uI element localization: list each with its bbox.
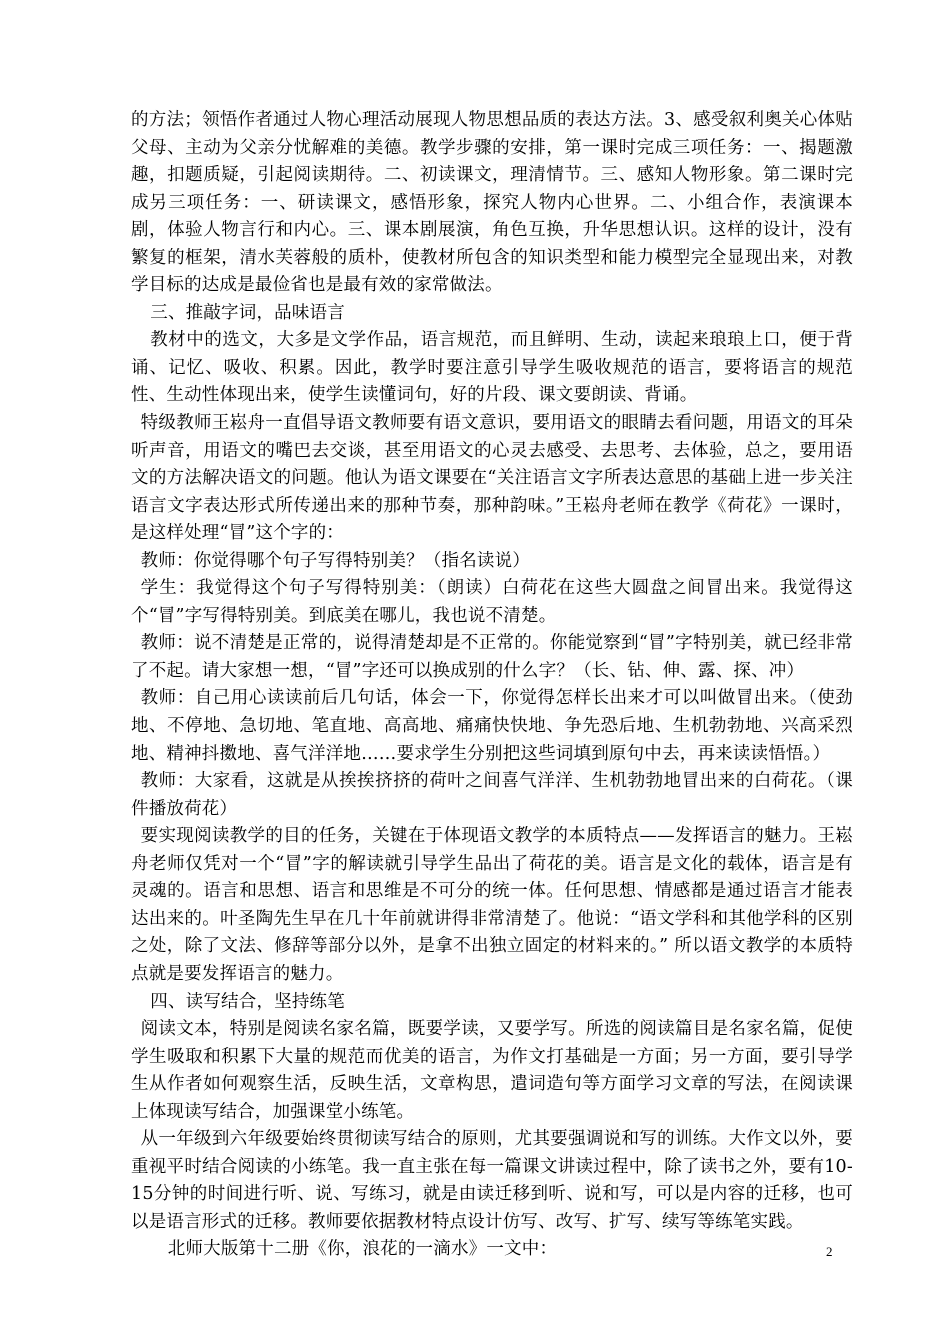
- section-heading: 三、推敲字词，品味语言: [150, 302, 345, 323]
- document-body: [131, 107, 853, 1264]
- dialogue-line: 教师：自己用心读读前后几句话，体会一下，你觉得怎样长出来才可以叫做冒出来。（使劲地、不停地、急切地、笔直地、高高地、痛痛快快地、争先恐后地、生机勃勃地、兴高采烈地、精神抖擞地、喜气洋洋地……要求学生分别把这些词填到原句中去，再来读读悟悟。）: [131, 688, 853, 764]
- dialogue-line: 学生：我觉得这个句子写得特别美：（朗读）白荷花在这些大圆盘之间冒出来。我觉得这个“冒”字写得特别美。到底美在哪儿，我也说不清楚。: [131, 578, 853, 626]
- dialogue-line: 教师：说不清楚是正常的，说得清楚却是不正常的。你能觉察到“冒”字特别美，就已经非常了不起。请大家想一想，“冒”字还可以换成别的什么字？（长、钻、伸、露、探、冲）: [131, 633, 853, 681]
- paragraph: 要实现阅读教学的目的任务，关键在于体现语文教学的本质特点——发挥语言的魅力。王崧舟老师仅凭对一个“冒”字的解读就引导学生品出了荷花的美。语言是文化的载体，语言是有灵魂的。语言和思想、语言和思维是不可分的统一体。任何思想、情感都是通过语言才能表达出来的。叶圣陶先生早在几十年前就讲得非常清楚了。他说：“语文学科和其他学科的区别之处，除了文法、修辞等部分以外，是拿不出独立固定的材料来的。” 所以语文教学的本质特点就是要发挥语言的魅力。: [131, 826, 853, 984]
- dialogue-line: 教师：大家看，这就是从挨挨挤挤的荷叶之间喜气洋洋、生机勃勃地冒出来的白荷花。（课件播放荷花）: [131, 771, 853, 819]
- paragraph: 特级教师王崧舟一直倡导语文教师要有语文意识，要用语文的眼睛去看问题，用语文的耳朵听声音，用语文的嘴巴去交谈，甚至用语文的心灵去感受、去思考、去体验，总之，要用语文的方法解决语文的问题。他认为语文课要在“关注语言文字所表达意思的基础上进一步关注语言文字表达形式所传递出来的那种节奏，那种韵味。”王崧舟老师在教学《荷花》一课时，是这样处理“冒”这个字的：: [131, 413, 853, 544]
- page-number: 2: [826, 1244, 833, 1259]
- paragraph: 教材中的选文，大多是文学作品，语言规范，而且鲜明、生动，读起来琅琅上口，便于背诵、记忆、吸收、积累。因此，教学时要注意引导学生吸收规范的语言，要将语言的规范性、生动性体现出来，使学生读懂词句，好的片段、课文要朗读、背诵。: [131, 330, 853, 406]
- paragraph: 阅读文本，特别是阅读名家名篇，既要学读，又要学写。所选的阅读篇目是名家名篇，促使学生吸取和积累下大量的规范而优美的语言，为作文打基础是一方面；另一方面，要引导学生从作者如何观察生活，反映生活，文章构思，遣词造句等方面学习文章的写法，在阅读课上体现读写结合，加强课堂小练笔。: [131, 1019, 853, 1122]
- paragraph: 从一年级到六年级要始终贯彻读写结合的原则，尤其要强调说和写的训练。大作文以外，要重视平时结合阅读的小练笔。我一直主张在每一篇课文讲读过程中，除了读书之外，要有10-15分钟的时间进行听、说、写练习，就是由读迁移到听、说和写，可以是内容的迁移，也可以是语言形式的迁移。教师要依据教材特点设计仿写、改写、扩写、续写等练笔实践。: [131, 1129, 853, 1232]
- paragraph: 北师大版第十二册《你，浪花的一滴水》一文中：: [167, 1239, 558, 1260]
- dialogue-line: 教师：你觉得哪个句子写得特别美？（指名读说）: [140, 550, 531, 571]
- paragraph: 的方法；领悟作者通过人物心理活动展现人物思想品质的表达方法。3、感受叙利奥关心体贴父母、主动为父亲分忧解难的美德。教学步骤的安排，第一课时完成三项任务：一、揭题激趣，扣题质疑，引起阅读期待。二、初读课文，理清情节。三、感知人物形象。第二课时完成另三项任务：一、研读课文，感悟形象，探究人物内心世界。二、小组合作，表演课本剧，体验人物言行和内心。三、课本剧展演，角色互换，升华思想认识。这样的设计，没有繁复的框架，清水芙蓉般的质朴，使教材所包含的知识类型和能力模型完全显现出来，对教学目标的达成是最俭省也是最有效的家常做法。: [131, 110, 853, 296]
- section-heading: 四、读写结合，坚持练笔: [150, 991, 345, 1012]
